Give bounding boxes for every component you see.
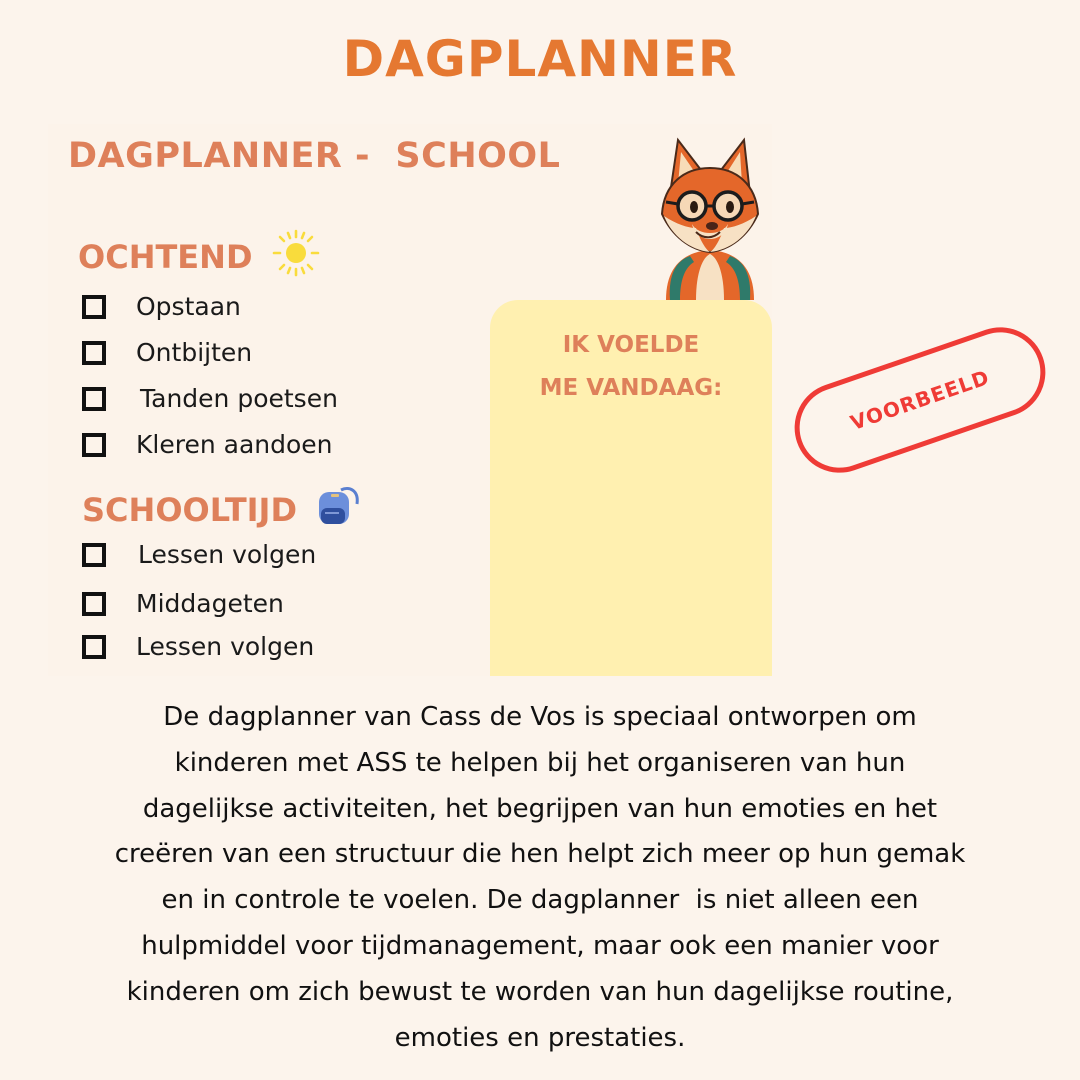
checklist-item-opstaan[interactable] [82, 292, 241, 321]
checklist-item-ontbijten[interactable] [82, 338, 252, 367]
checkbox[interactable] [82, 295, 106, 319]
description-line: creëren van een structuur die hen helpt zich meer op hun gemak [114, 839, 966, 870]
item-label: Tanden poetsen [140, 384, 338, 413]
checklist-item-tanden-poetsen[interactable] [82, 384, 338, 413]
section-title: OCHTEND [78, 238, 253, 276]
checklist-item-lessen-volgen-2[interactable] [82, 632, 314, 661]
stamp-label: VOORBEELD [847, 364, 993, 436]
checklist-item-middageten[interactable] [82, 589, 284, 618]
description-line: kinderen om zich bewust te worden van hun dagelijkse routine, [126, 976, 954, 1007]
item-label: Middageten [136, 589, 284, 618]
section-schooltijd-heading [82, 484, 361, 536]
item-label: Ontbijten [136, 338, 253, 367]
item-label: Opstaan [136, 292, 241, 321]
backpack-icon [315, 484, 361, 536]
checkbox[interactable] [82, 543, 106, 567]
description-paragraph [40, 695, 1040, 1061]
description-line: en in controle te voelen. De dagplanner is niet alleen een [161, 885, 919, 916]
section-ochtend-heading [78, 228, 321, 286]
sun-icon [271, 228, 321, 286]
checkbox[interactable] [82, 592, 106, 616]
feelings-box[interactable] [490, 300, 772, 676]
feelings-label [490, 324, 772, 410]
description-line: hulpmiddel voor tijdmanagement, maar ook een manier voor [141, 930, 939, 961]
item-label: Lessen volgen [138, 540, 317, 569]
feelings-label-line1: IK VOELDE [562, 332, 700, 358]
page-title: DAGPLANNER [342, 30, 738, 88]
item-label: Kleren aandoen [136, 430, 333, 459]
description-line: emoties en prestaties. [394, 1022, 686, 1053]
description-line: dagelijkse activiteiten, het begrijpen van hun emoties en het [142, 793, 938, 824]
checklist-item-kleren-aandoen[interactable] [82, 430, 333, 459]
checkbox[interactable] [82, 635, 106, 659]
description-line: De dagplanner van Cass de Vos is speciaal ontworpen om [163, 702, 917, 732]
feelings-label-line2: ME VANDAAG: [539, 375, 723, 401]
fox-with-glasses-icon [648, 132, 772, 300]
checkbox[interactable] [82, 387, 106, 411]
item-label: Lessen volgen [136, 632, 315, 661]
planner-title: DAGPLANNER - SCHOOL [68, 136, 561, 176]
section-title: SCHOOLTIJD [82, 491, 298, 529]
example-stamp [782, 315, 1057, 485]
checklist-item-lessen-volgen-1[interactable] [82, 540, 316, 569]
planner-card [48, 124, 772, 676]
checkbox[interactable] [82, 433, 106, 457]
checkbox[interactable] [82, 341, 106, 365]
description-line: kinderen met ASS te helpen bij het organiseren van hun [174, 747, 906, 778]
